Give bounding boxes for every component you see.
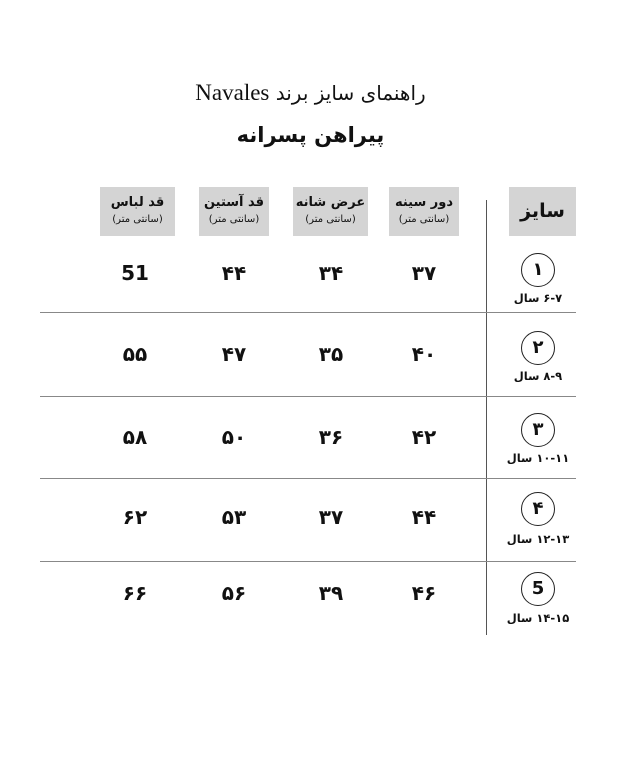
chest-value: ۴۰ — [411, 342, 437, 366]
size-badge: ۳ — [521, 413, 555, 447]
length-value: 51 — [121, 261, 149, 285]
length-value: ۵۵ — [122, 342, 148, 366]
header-sleeve — [199, 187, 269, 236]
size-badge: 5 — [521, 572, 555, 606]
row-divider — [40, 312, 576, 313]
sleeve-value: ۵۳ — [221, 505, 247, 529]
chest-value: ۳۷ — [411, 261, 437, 285]
size-column-divider — [486, 200, 487, 635]
header-chest-unit: (سانتی متر) — [398, 214, 450, 225]
page-subtitle: پیراهن پسرانه — [236, 123, 385, 147]
age-range: ۶-۷ سال — [513, 291, 563, 305]
age-range: ۸-۹ سال — [513, 369, 563, 383]
header-length-unit: (سانتی متر) — [112, 214, 163, 225]
row-divider — [40, 561, 576, 562]
header-sleeve-unit: (سانتی متر) — [208, 214, 260, 225]
sleeve-value: ۴۴ — [221, 261, 247, 285]
header-shoulder — [293, 187, 368, 236]
size-badge: ۱ — [521, 253, 555, 287]
sleeve-value: ۵۶ — [221, 581, 247, 605]
header-shoulder-label: عرض شانه — [295, 195, 366, 210]
shoulder-value: ۳۴ — [318, 261, 344, 285]
header-size: سایز — [509, 187, 576, 236]
chest-value: ۴۲ — [411, 425, 437, 449]
size-badge: ۴ — [521, 492, 555, 526]
header-sleeve-label: قد آستین — [203, 195, 265, 210]
header-chest — [389, 187, 459, 236]
shoulder-value: ۳۵ — [318, 342, 344, 366]
size-badge: ۲ — [521, 331, 555, 365]
shoulder-value: ۳۷ — [318, 505, 344, 529]
brand-name: Navales — [195, 80, 270, 105]
age-range: ۱۰-۱۱ سال — [506, 451, 570, 465]
header-chest-label: دور سینه — [394, 195, 454, 210]
header-length — [100, 187, 175, 236]
chest-value: ۴۶ — [411, 581, 437, 605]
sleeve-value: ۴۷ — [221, 342, 247, 366]
length-value: ۶۲ — [122, 505, 148, 529]
header-shoulder-unit: (سانتی متر) — [305, 214, 356, 225]
length-value: ۵۸ — [122, 425, 148, 449]
shoulder-value: ۳۶ — [318, 425, 344, 449]
title-prefix: راهنمای سایز برند — [275, 81, 426, 105]
page-title — [0, 80, 621, 106]
age-range: ۱۴-۱۵ سال — [506, 611, 570, 625]
chest-value: ۴۴ — [411, 505, 437, 529]
row-divider — [40, 478, 576, 479]
header-length-label: قد لباس — [110, 195, 165, 210]
age-range: ۱۲-۱۳ سال — [506, 532, 570, 546]
sleeve-value: ۵۰ — [221, 425, 247, 449]
shoulder-value: ۳۹ — [318, 581, 344, 605]
row-divider — [40, 396, 576, 397]
length-value: ۶۶ — [122, 581, 148, 605]
